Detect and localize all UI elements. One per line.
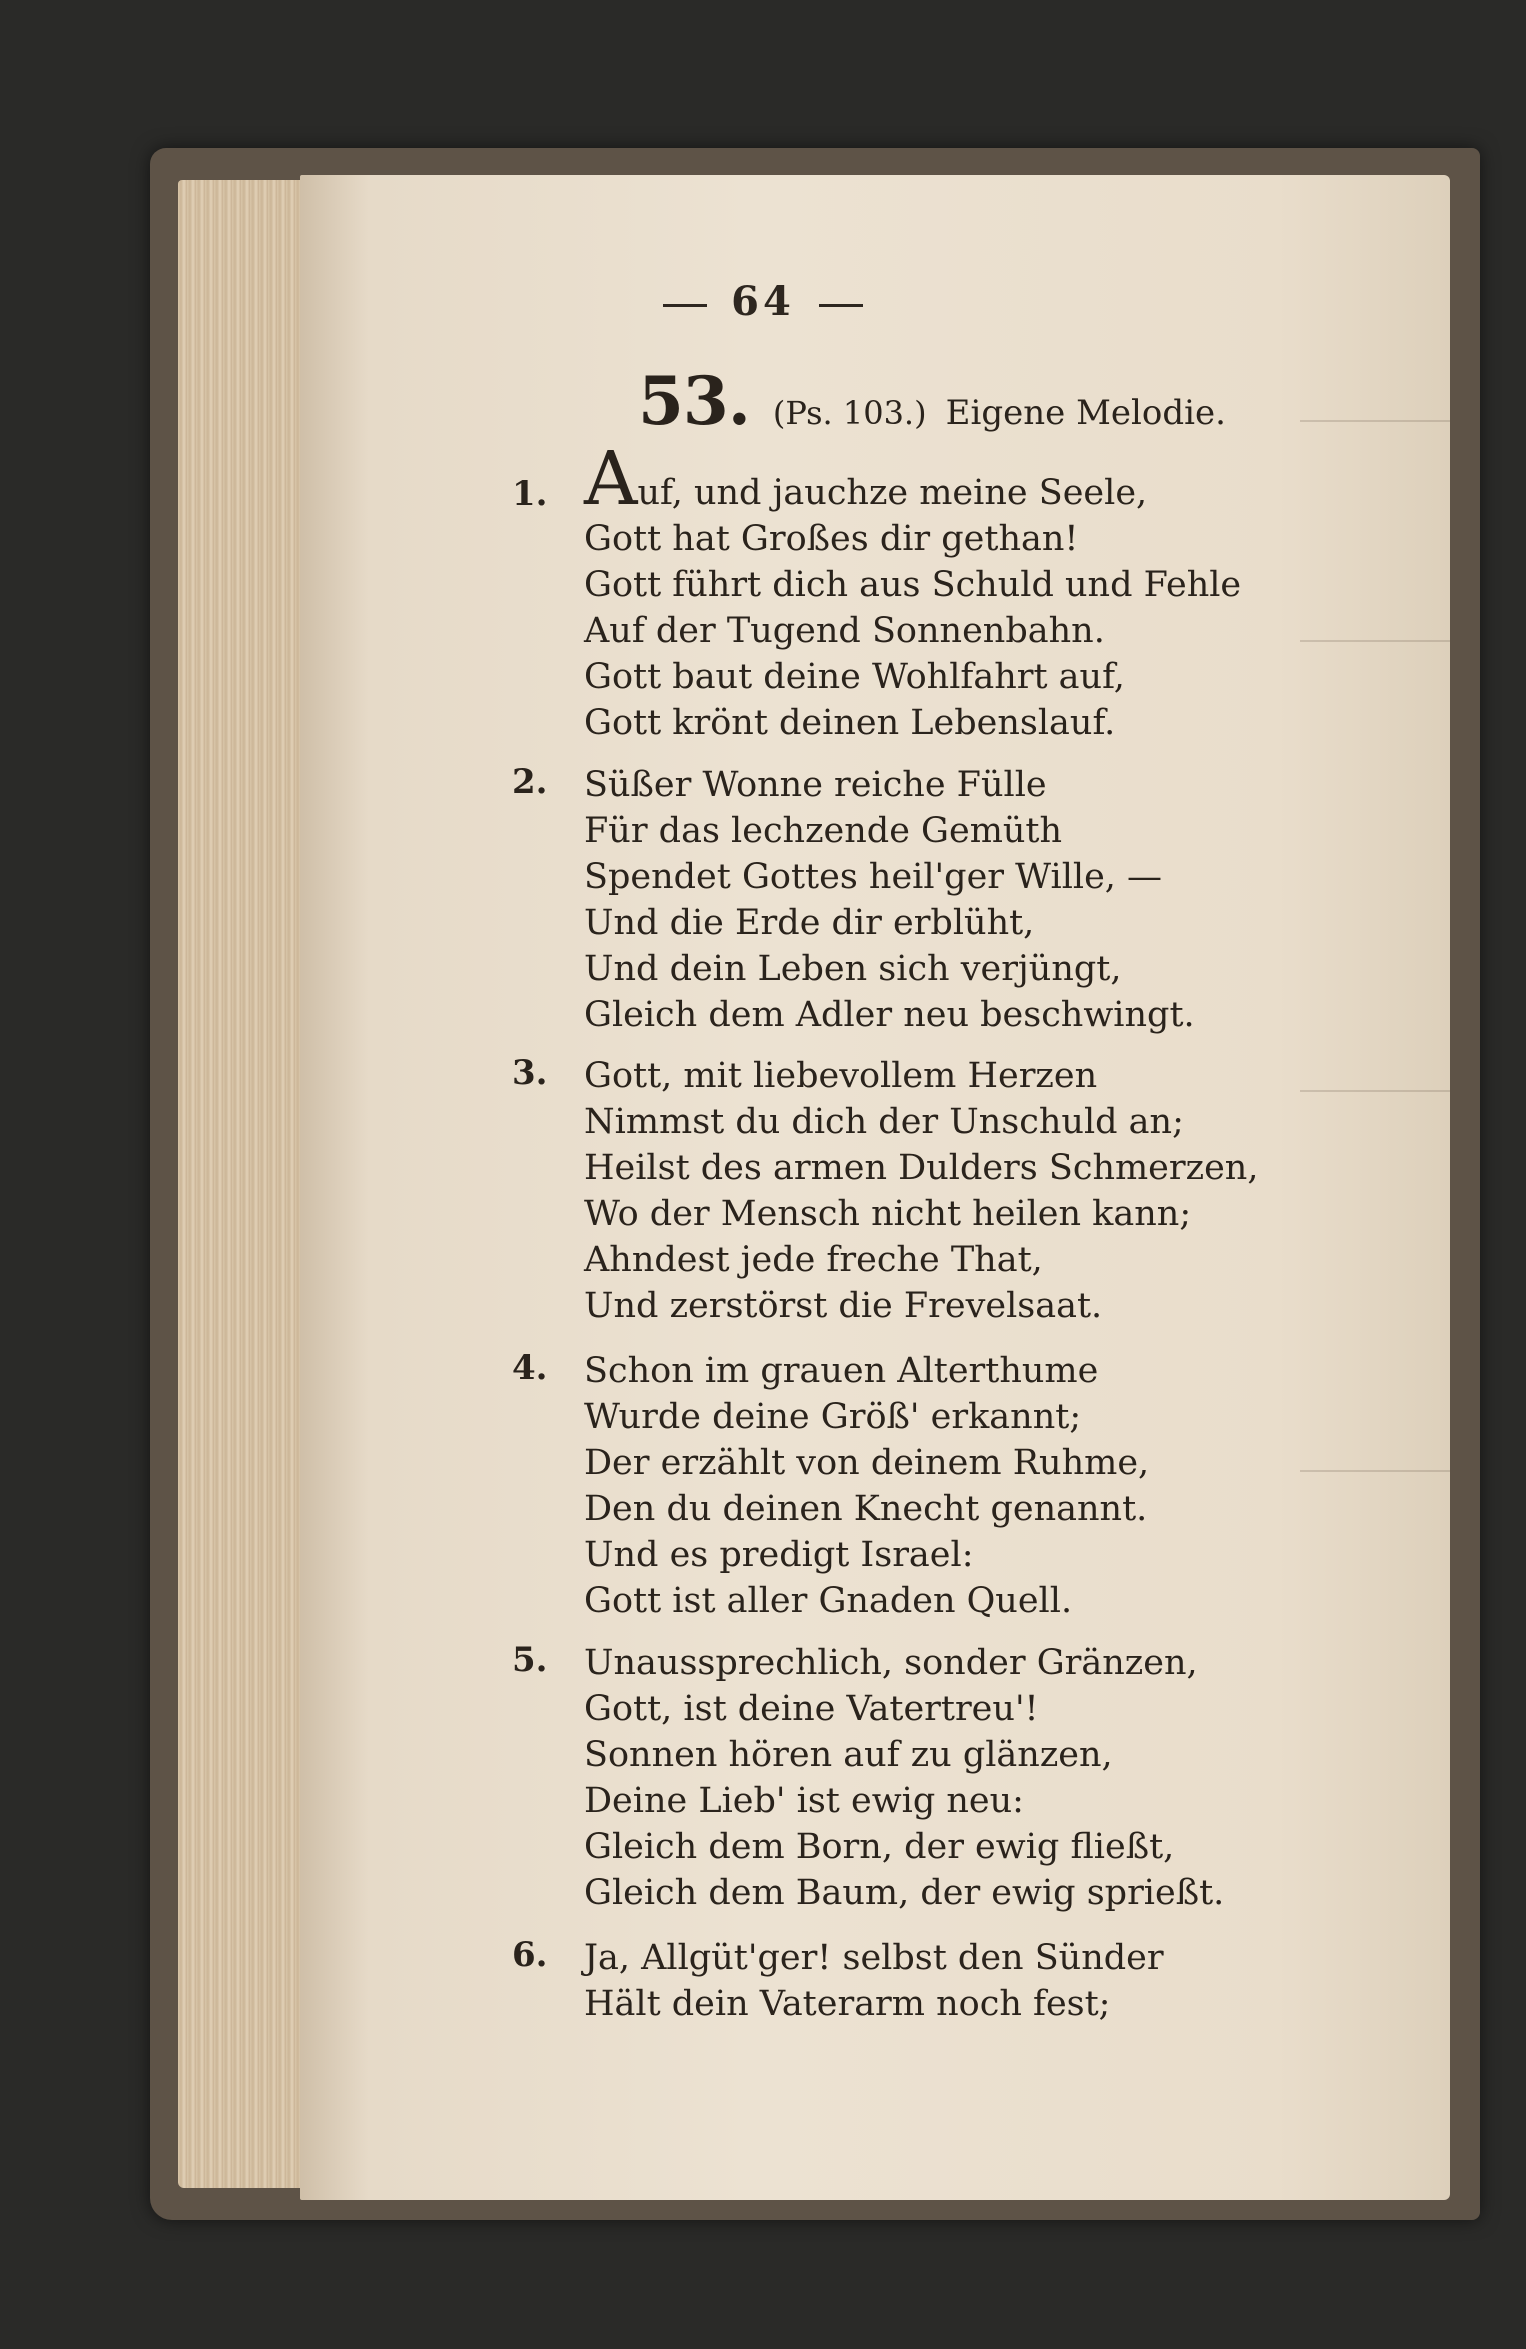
verse-line: Und zerstörst die Frevelsaat. — [584, 1286, 1103, 1326]
hymn-melody: Eigene Melodie. — [945, 393, 1226, 433]
verse-number: 5. — [512, 1640, 548, 1680]
page-edges — [178, 180, 313, 2188]
verse-line: Gleich dem Born, der ewig fließt, — [584, 1827, 1175, 1867]
verse-number: 2. — [512, 762, 548, 802]
verse-line: Heilst des armen Dulders Schmerzen, — [584, 1148, 1259, 1188]
verse-line: Wo der Mensch nicht heilen kann; — [584, 1194, 1192, 1234]
verse-line: Wurde deine Größ' erkannt; — [584, 1397, 1082, 1437]
verse-line: Auf der Tugend Sonnenbahn. — [584, 611, 1105, 651]
verse-line: Der erzählt von deinem Ruhme, — [584, 1443, 1150, 1483]
verse-line: Spendet Gottes heil'ger Wille, — — [584, 857, 1163, 897]
verse-line: Und dein Leben sich verjüngt, — [584, 949, 1122, 989]
verse-line: Nimmst du dich der Unschuld an; — [584, 1102, 1184, 1142]
dash-right — [819, 304, 863, 307]
verse-line: Gott, mit liebevollem Herzen — [584, 1056, 1098, 1096]
verse-line: Gott baut deine Wohlfahrt auf, — [584, 657, 1125, 697]
hymn-reference: (Ps. 103.) — [772, 394, 927, 432]
verse-line: Den du deinen Knecht genannt. — [584, 1489, 1148, 1529]
verse-number: 4. — [512, 1348, 548, 1388]
verse-line: Schon im grauen Alterthume — [584, 1351, 1099, 1391]
verse-line: Sonnen hören auf zu glänzen, — [584, 1735, 1113, 1775]
verse-lines — [584, 1348, 1149, 1624]
verse-lines — [584, 1053, 1258, 1329]
verse-line: Gleich dem Baum, der ewig sprießt. — [584, 1873, 1225, 1913]
page-number-text: 64 — [731, 278, 795, 325]
verse-line: Gott, ist deine Vatertreu'! — [584, 1689, 1039, 1729]
verse-line: Gleich dem Adler neu beschwingt. — [584, 995, 1195, 1035]
page-number — [0, 278, 1526, 325]
verse-number: 1. — [512, 474, 548, 514]
verse-number: 3. — [512, 1053, 548, 1093]
verse-line: Gott führt dich aus Schuld und Fehle — [584, 565, 1242, 605]
verse-lines — [584, 436, 1242, 746]
verse-lines — [584, 762, 1195, 1038]
verse-line: Hält dein Vaterarm noch fest; — [584, 1984, 1111, 2024]
bleed-through — [1300, 1470, 1450, 1472]
verse-line: Ahndest jede freche That, — [584, 1240, 1043, 1280]
verse-line: Gott hat Großes dir gethan! — [584, 519, 1079, 559]
bleed-through — [1300, 420, 1450, 422]
verse-line: Ja, Allgüt'ger! selbst den Sünder — [584, 1938, 1164, 1978]
verse-lines — [584, 1935, 1164, 2027]
verse-line: Gott ist aller Gnaden Quell. — [584, 1581, 1073, 1621]
hymn-number: 53. — [638, 362, 750, 440]
verse-line: Für das lechzende Gemüth — [584, 811, 1063, 851]
verse-line: Süßer Wonne reiche Fülle — [584, 765, 1047, 805]
verse-line: Und es predigt Israel: — [584, 1535, 974, 1575]
verse-line: Unaussprechlich, sonder Gränzen, — [584, 1643, 1198, 1683]
verse-line: Und die Erde dir erblüht, — [584, 903, 1035, 943]
verse-line: Auf, und jauchze meine Seele, — [584, 436, 1148, 522]
verse-number: 6. — [512, 1935, 548, 1975]
verse-line: Deine Lieb' ist ewig neu: — [584, 1781, 1024, 1821]
verse-line: Gott krönt deinen Lebenslauf. — [584, 703, 1116, 743]
hymn-header — [638, 362, 1226, 440]
bleed-through — [1300, 640, 1450, 642]
bleed-through — [1300, 1090, 1450, 1092]
verse-lines — [584, 1640, 1224, 1916]
dash-left — [663, 304, 707, 307]
